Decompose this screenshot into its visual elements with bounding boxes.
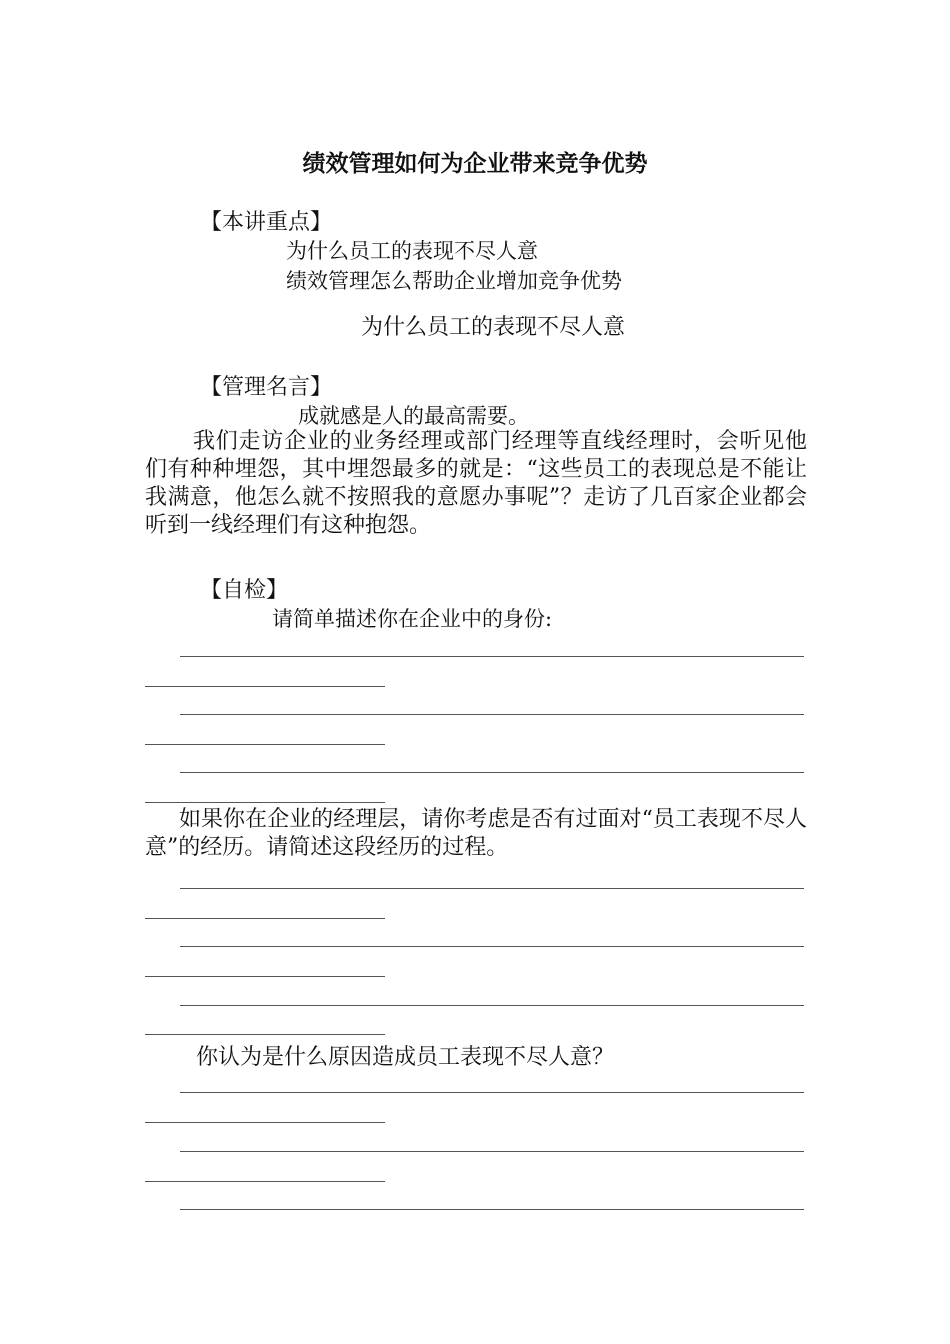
answer-line: [180, 1209, 804, 1210]
answer-line: [180, 714, 804, 715]
answer-line: [180, 656, 804, 657]
answer-line: [145, 744, 385, 745]
answer-line: [180, 772, 804, 773]
self-check-question-3: 你认为是什么原因造成员工表现不尽人意？: [196, 1045, 615, 1070]
key-points-label: 【本讲重点】: [200, 210, 333, 235]
answer-line: [145, 686, 385, 687]
intro-paragraph: 我们走访企业的业务经理或部门经理等直线经理时，会听见他们有种种埋怨，其中埋怨最多的就是：“这些员工的表现总是不能让我满意，他怎么就不按照我的意愿办事呢”？走访了几百家企业都会听到一线经理们有这种抱怨。: [145, 429, 807, 538]
key-point-item: 绩效管理怎么帮助企业增加竞争优势: [286, 269, 622, 293]
answer-line: [145, 802, 385, 803]
quote-text: 成就感是人的最高需要。: [298, 404, 529, 428]
answer-line: [180, 946, 804, 947]
answer-line: [180, 1151, 804, 1152]
self-check-label: 【自检】: [200, 578, 289, 603]
answer-line: [145, 1034, 385, 1035]
answer-line: [180, 888, 804, 889]
answer-line: [145, 1181, 385, 1182]
quote-label: 【管理名言】: [200, 375, 333, 400]
answer-line: [145, 1122, 385, 1123]
key-point-item: 为什么员工的表现不尽人意: [286, 239, 538, 263]
answer-line: [145, 918, 385, 919]
answer-line: [180, 1092, 804, 1093]
self-check-question-1: 请简单描述你在企业中的身份:: [272, 607, 553, 631]
answer-line: [180, 1005, 804, 1006]
self-check-question-2: 如果你在企业的经理层，请你考虑是否有过面对“员工表现不尽人意”的经历。请简述这段经历的过程。: [145, 807, 807, 860]
section-title: 为什么员工的表现不尽人意: [360, 315, 625, 340]
document-title: 绩效管理如何为企业带来竞争优势: [302, 151, 648, 177]
answer-line: [145, 976, 385, 977]
